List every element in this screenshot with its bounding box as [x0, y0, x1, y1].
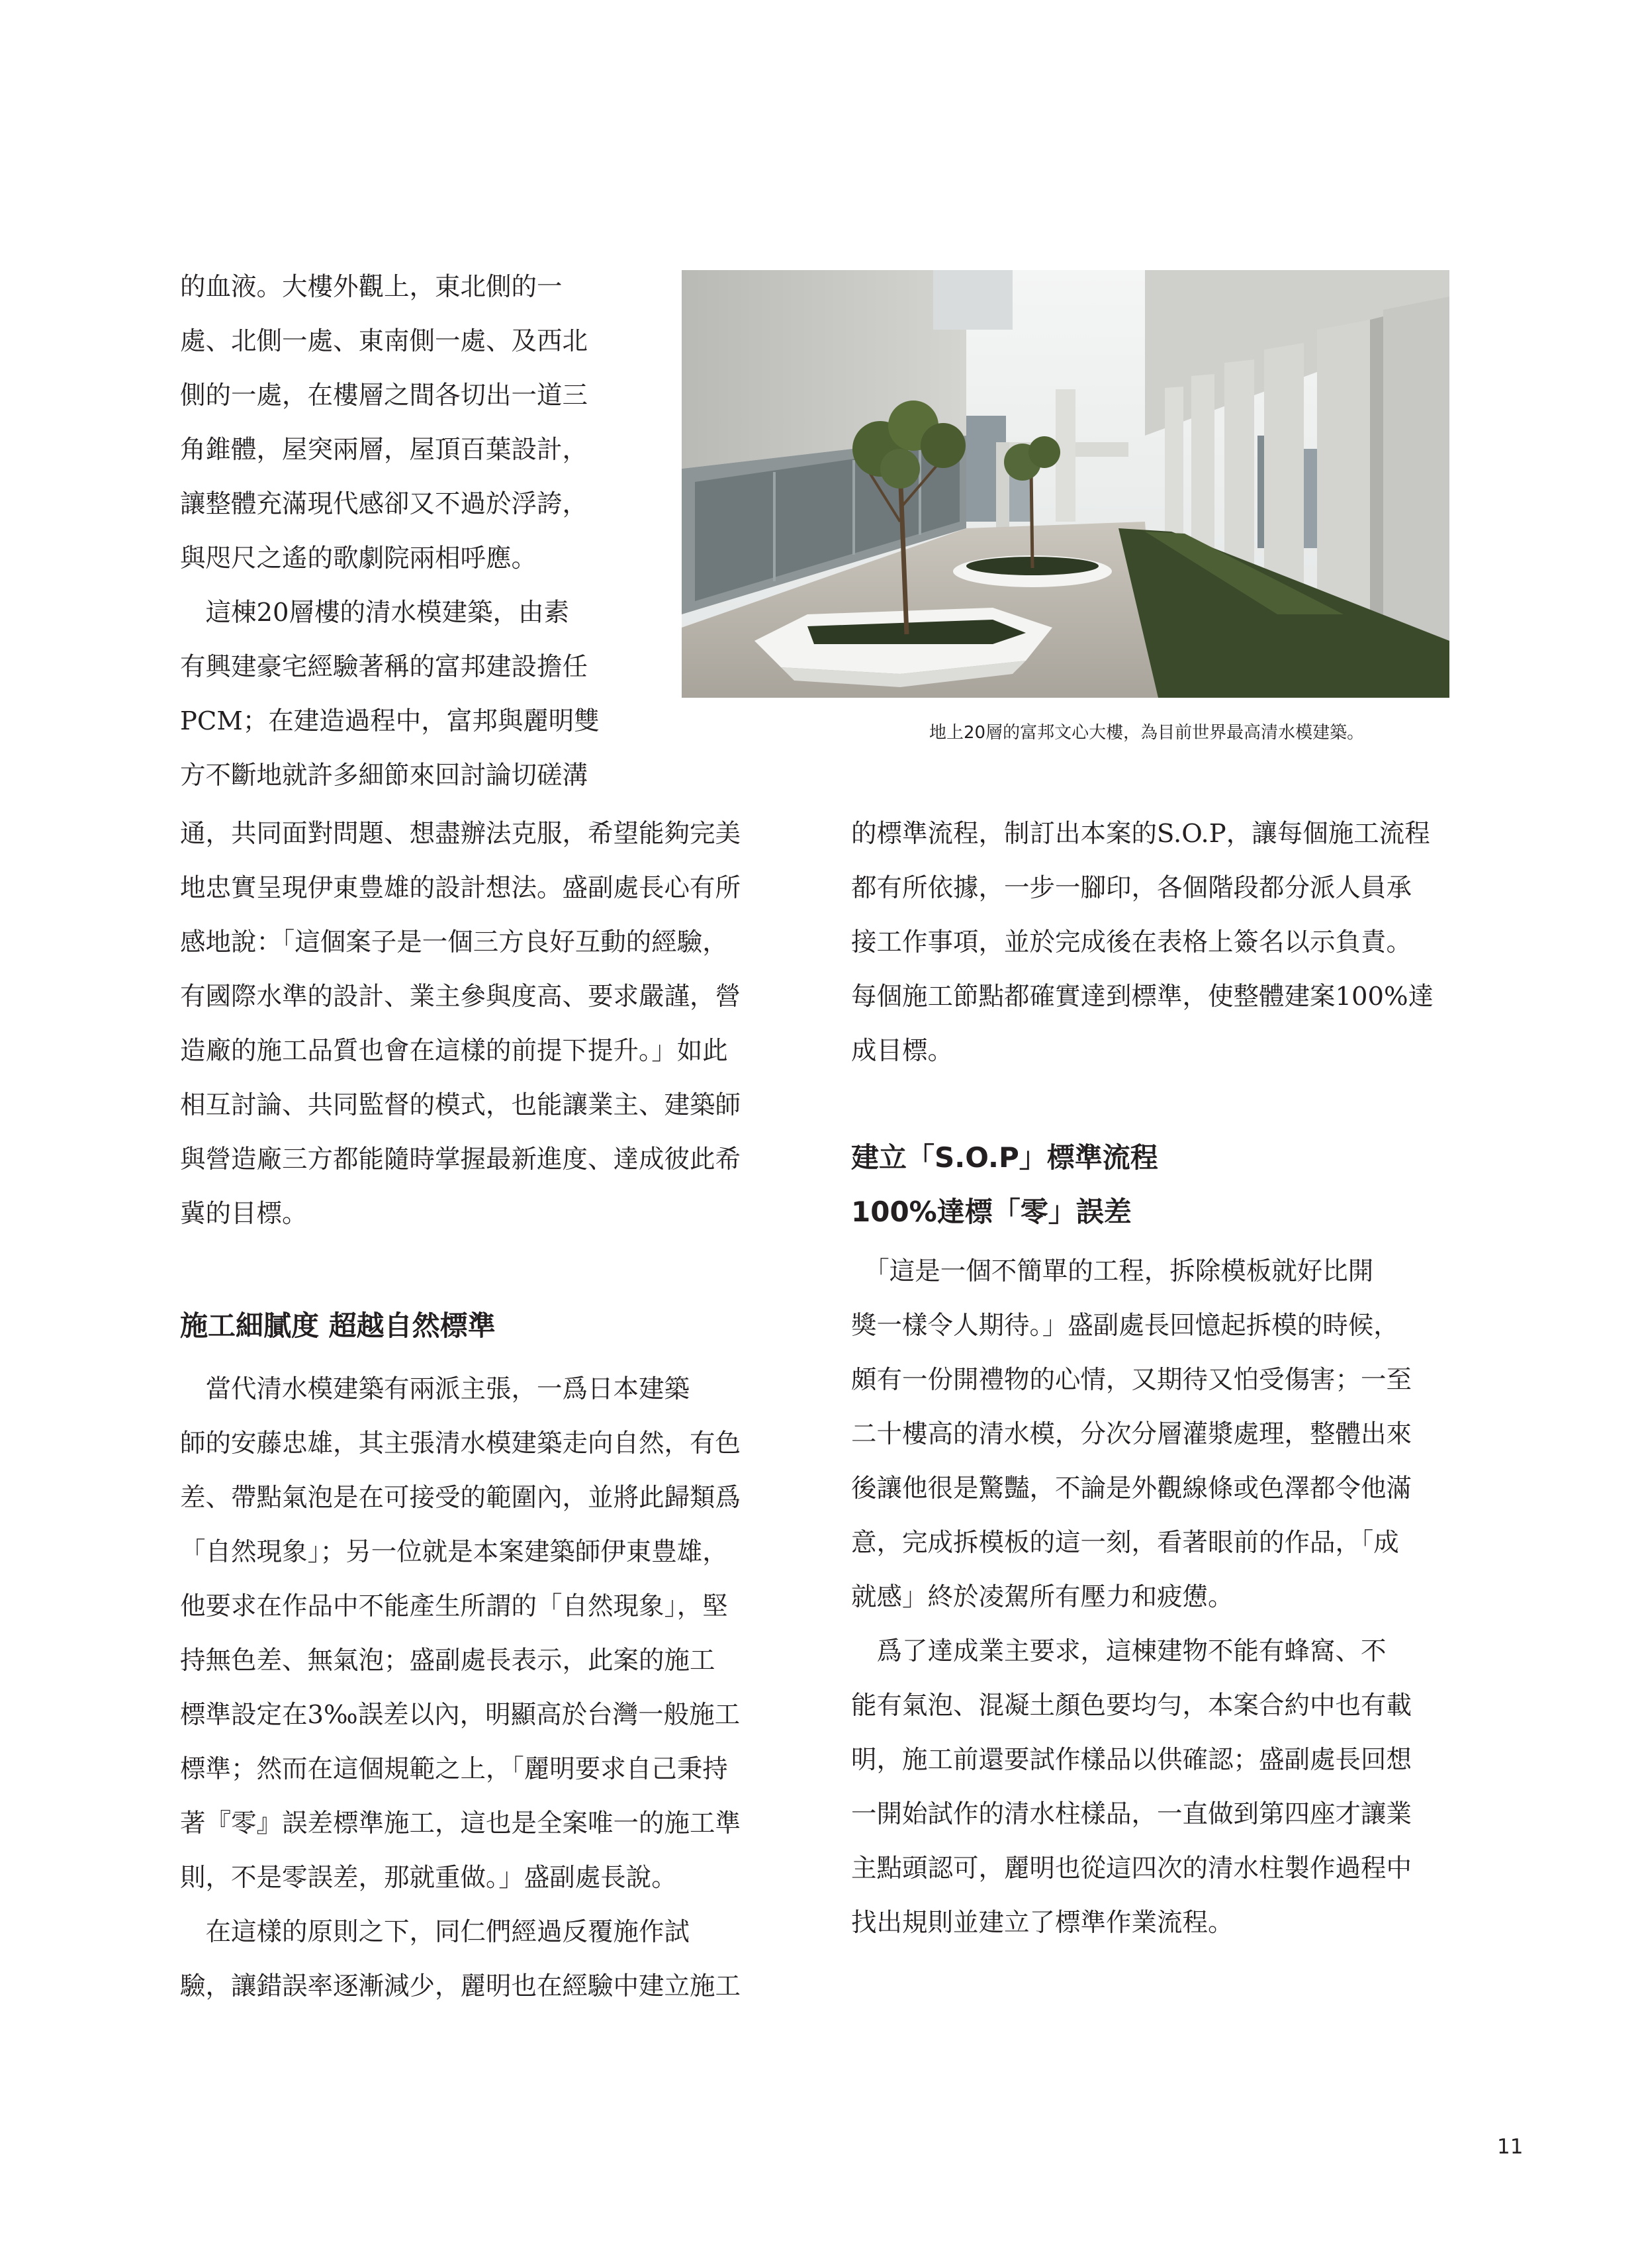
text-line: 有國際水準的設計、業主參與度高、要求嚴謹，營 [180, 982, 741, 1012]
text-line: 驗，讓錯誤率逐漸減少，麗明也在經驗中建立施工 [180, 1971, 741, 2001]
text-line: 角錐體，屋突兩層，屋頂百葉設計， [180, 435, 588, 465]
text-line: 成目標。 [851, 1036, 954, 1066]
text-line: 與咫尺之遙的歌劇院兩相呼應。 [180, 543, 537, 573]
text-line: 頗有一份開禮物的心情，又期待又怕受傷害；一至 [851, 1365, 1412, 1395]
text-line: 處、北側一處、東南側一處、及西北 [180, 326, 588, 356]
photo-caption: 地上20層的富邦文心大樓，為目前世界最高清水模建築。 [929, 723, 1365, 743]
text-line: 有興建豪宅經驗著稱的富邦建設擔任 [180, 652, 588, 682]
text-line: 一開始試作的清水柱樣品，一直做到第四座才讓業 [851, 1799, 1412, 1829]
text-line: PCM；在建造過程中，富邦與麗明雙 [180, 706, 600, 736]
text-line: 通，共同面對問題、想盡辦法克服，希望能夠完美 [180, 819, 741, 849]
text-line: 感地說：「這個案子是一個三方良好互動的經驗， [180, 927, 728, 957]
text-line: 冀的目標。 [180, 1199, 308, 1229]
text-line: 讓整體充滿現代感卻又不過於浮誇， [180, 489, 588, 519]
text-line: 相互討論、共同監督的模式，也能讓業主、建築師 [180, 1090, 741, 1120]
text-line: 與營造廠三方都能隨時掌握最新進度、達成彼此希 [180, 1145, 741, 1174]
section-heading: 建立「S.O.P」標準流程 [851, 1141, 1158, 1174]
text-line: 造廠的施工品質也會在這樣的前提下提升。」如此 [180, 1036, 728, 1066]
text-line: 獎一樣令人期待。」盛副處長回憶起拆模的時候， [851, 1311, 1399, 1341]
text-line: 持無色差、無氣泡；盛副處長表示，此案的施工 [180, 1646, 715, 1676]
text-line: 主點頭認可，麗明也從這四次的清水柱製作過程中 [851, 1854, 1412, 1883]
text-line: 他要求在作品中不能產生所謂的「自然現象」，堅 [180, 1591, 728, 1621]
text-line: 則，不是零誤差，那就重做。」盛副處長說。 [180, 1863, 677, 1893]
text-line: 的血液。大樓外觀上，東北側的一 [180, 272, 563, 302]
text-line: 的標準流程，制訂出本案的S.O.P，讓每個施工流程 [851, 819, 1430, 849]
text-line: 在這樣的原則之下，同仁們經過反覆施作試 [180, 1917, 690, 1947]
text-line: 差、帶點氣泡是在可接受的範圍內，並將此歸類爲 [180, 1483, 741, 1513]
text-line: 就感」終於凌駕所有壓力和疲憊。 [851, 1582, 1234, 1612]
text-line: 這棟20層樓的清水模建築，由素 [180, 598, 569, 628]
text-line: 方不斷地就許多細節來回討論切磋溝 [180, 761, 588, 790]
building-photo [682, 270, 1449, 698]
text-line: 側的一處，在樓層之間各切出一道三 [180, 381, 588, 410]
text-line: 師的安藤忠雄，其主張清水模建築走向自然，有色 [180, 1429, 741, 1458]
text-line: 能有氣泡、混凝土顏色要均勻，本案合約中也有載 [851, 1691, 1412, 1721]
text-line: 爲了達成業主要求，這棟建物不能有蜂窩、不 [851, 1636, 1387, 1666]
text-line: 標準；然而在這個規範之上，「麗明要求自己秉持 [180, 1754, 728, 1784]
text-line: 意，完成拆模板的這一刻，看著眼前的作品，「成 [851, 1528, 1399, 1558]
text-line: 「這是一個不簡單的工程，拆除模板就好比開 [851, 1256, 1374, 1286]
text-line: 後讓他很是驚豔，不論是外觀線條或色澤都令他滿 [851, 1474, 1412, 1503]
text-line: 地忠實呈現伊東豊雄的設計想法。盛副處長心有所 [180, 873, 741, 903]
text-line: 接工作事項，並於完成後在表格上簽名以示負責。 [851, 927, 1412, 957]
text-line: 著『零』誤差標準施工，這也是全案唯一的施工準 [180, 1809, 741, 1838]
section-subheading: 100%達標「零」誤差 [851, 1196, 1132, 1228]
section-heading: 施工細膩度 超越自然標準 [180, 1309, 496, 1342]
text-line: 每個施工節點都確實達到標準，使整體建案100%達 [851, 982, 1434, 1012]
text-line: 「自然現象」；另一位就是本案建築師伊東豊雄， [180, 1537, 728, 1567]
page-number: 11 [1497, 2135, 1524, 2159]
text-line: 二十樓高的清水模，分次分層灌漿處理，整體出來 [851, 1419, 1412, 1449]
text-line: 標準設定在3‰誤差以內，明顯高於台灣一般施工 [180, 1700, 741, 1730]
text-line: 當代清水模建築有兩派主張，一爲日本建築 [180, 1374, 690, 1404]
text-line: 找出規則並建立了標準作業流程。 [851, 1908, 1234, 1938]
text-line: 明，施工前還要試作樣品以供確認；盛副處長回想 [851, 1745, 1412, 1775]
text-line: 都有所依據，一步一腳印，各個階段都分派人員承 [851, 873, 1412, 903]
